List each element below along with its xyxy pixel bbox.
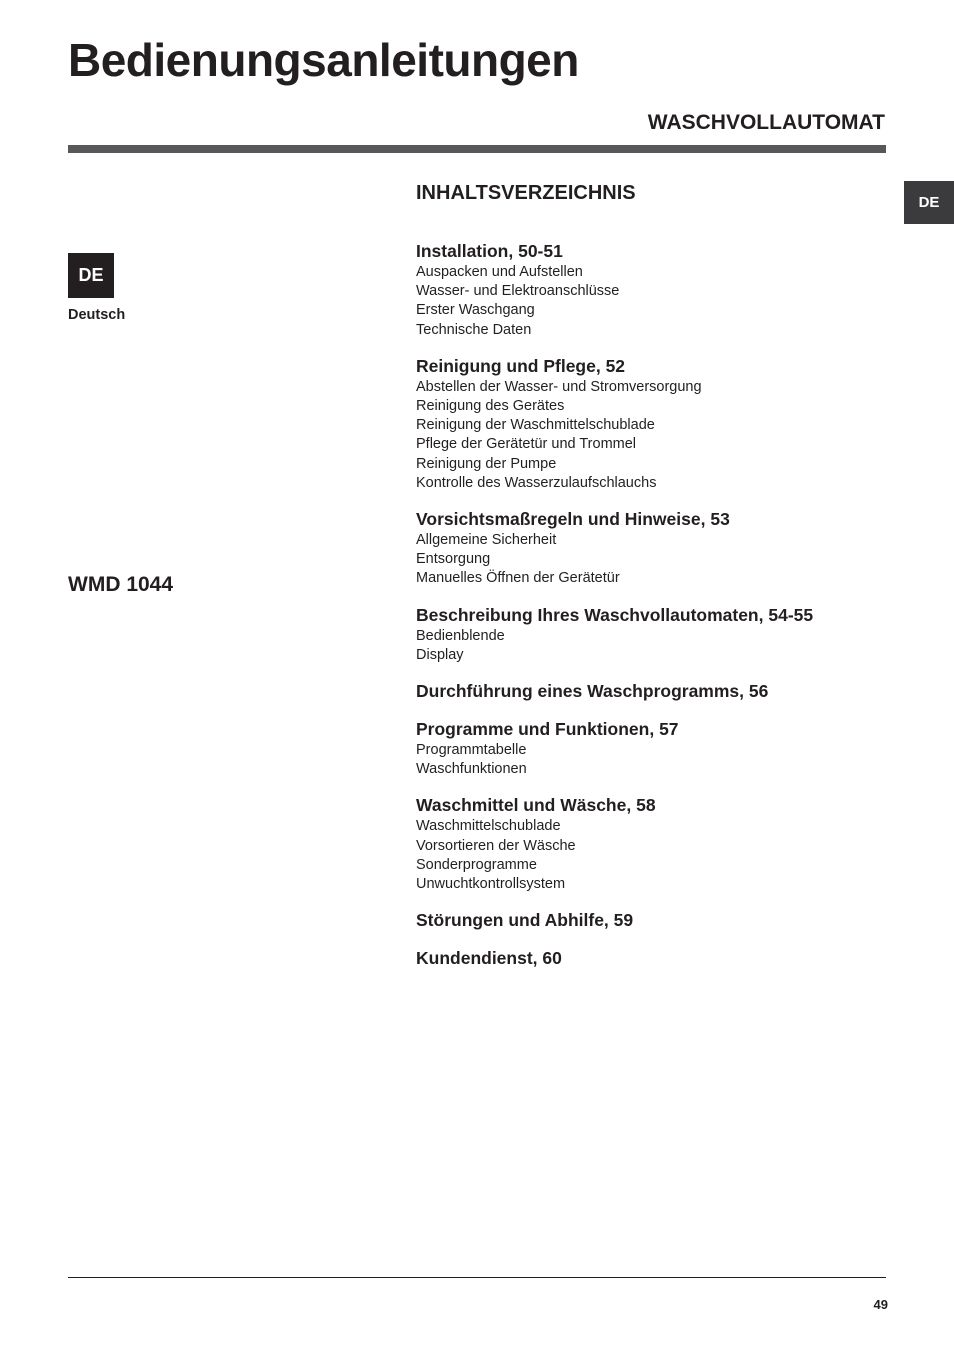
toc-item: Vorsortieren der Wäsche	[416, 837, 576, 854]
toc-heading: INHALTSVERZEICHNIS	[416, 182, 636, 204]
language-side-tab: DE	[904, 181, 954, 224]
toc-item: Unwuchtkontrollsystem	[416, 876, 566, 893]
toc-item: Erster Waschgang	[416, 302, 535, 319]
toc-section	[416, 946, 896, 970]
toc-item: Allgemeine Sicherheit	[416, 532, 557, 549]
toc-section	[416, 239, 896, 340]
toc-section-title: Kundendienst, 60	[416, 948, 562, 969]
toc-section-title: Waschmittel und Wäsche, 58	[416, 795, 656, 816]
toc-item: Manuelles Öffnen der Gerätetür	[416, 570, 620, 587]
toc-section-title: Installation, 50-51	[416, 241, 563, 261]
toc-item: Programmtabelle	[416, 742, 527, 759]
document-subtitle: WASCHVOLLAUTOMAT	[647, 111, 885, 134]
toc-section	[416, 603, 896, 665]
toc-item: Reinigung der Pumpe	[416, 455, 557, 472]
footer-divider	[68, 1277, 886, 1278]
page-number: 49	[873, 1297, 888, 1312]
toc-section	[416, 354, 896, 493]
toc-item: Reinigung der Waschmittelschublade	[416, 417, 655, 434]
language-badge: DE	[68, 253, 114, 298]
toc-item: Entsorgung	[416, 551, 491, 568]
toc-item: Display	[416, 646, 464, 663]
toc-item: Technische Daten	[416, 321, 532, 338]
toc-item: Abstellen der Wasser- und Stromversorgung	[416, 378, 702, 395]
page-title: Bedienungsanleitungen	[68, 34, 579, 86]
toc-item: Auspacken und Aufstellen	[416, 264, 583, 280]
toc-section	[416, 908, 896, 932]
header-divider	[68, 145, 886, 153]
toc-section-title: Reinigung und Pflege, 52	[416, 355, 626, 376]
toc-section-title: Vorsichtsmaßregeln und Hinweise, 53	[416, 509, 730, 530]
toc-section-title: Beschreibung Ihres Waschvollautomaten, 54-55	[416, 604, 814, 625]
toc-section-title: Durchführung eines Waschprogramms, 56	[416, 681, 769, 702]
toc-section-title: Programme und Funktionen, 57	[416, 719, 679, 740]
toc-section	[416, 793, 896, 894]
toc-item: Reinigung des Gerätes	[416, 398, 565, 415]
toc-section	[416, 507, 896, 589]
toc-item: Waschfunktionen	[416, 761, 527, 778]
model-number: WMD 1044	[68, 573, 174, 596]
toc-section-title: Störungen und Abhilfe, 59	[416, 910, 634, 931]
toc-item: Pflege der Gerätetür und Trommel	[416, 436, 637, 453]
toc-item: Kontrolle des Wasserzulaufschlauchs	[416, 474, 657, 491]
toc-section	[416, 679, 896, 703]
toc-item: Wasser- und Elektroanschlüsse	[416, 283, 620, 300]
toc-item: Waschmittelschublade	[416, 818, 561, 835]
language-name: Deutsch	[68, 307, 126, 323]
toc-item: Bedienblende	[416, 627, 505, 644]
table-of-contents	[416, 239, 896, 984]
toc-item: Sonderprogramme	[416, 856, 537, 873]
toc-section	[416, 717, 896, 779]
